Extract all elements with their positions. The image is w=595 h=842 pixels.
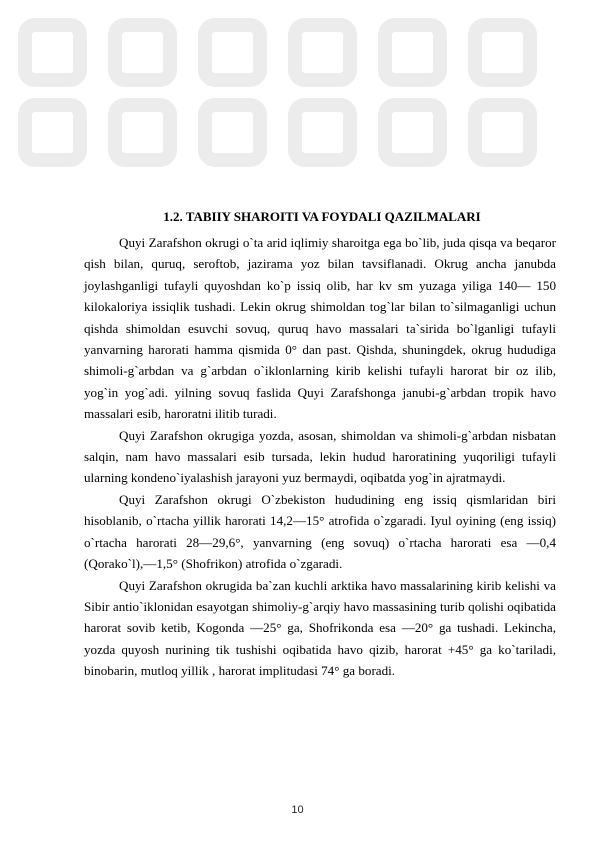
paragraph-extremes: Quyi Zarafshon okrugida ba`zan kuchli arktika havo massalarining kirib kelishi va Sibir antio`iklonidan esayotgan shimoliy-g`arqiy havo massasining turib qolishi oqibatida harorat sovib ketib, Kogonda —25° ga, Shofrikonda esa —20° ga tushadi. Lekincha, yozda quyosh nurining tik tushishi oqibatida havo qizib, harorat +45° ga ko`tariladi, binobarin, mutloq yillik , harorat implitudasi 74° ga boradi. — [84, 577, 556, 679]
document-page — [84, 208, 556, 682]
section-heading: 1.2. TABIIY SHAROITI VA FOYDALI QAZILMALARI — [163, 209, 481, 224]
paragraph-climate-overview: Quyi Zarafshon okrugi o`ta arid iqlimiy sharoitga ega bo`lib, juda qisqa va beqaror qish bilan, quruq, seroftob, jazirama yoz bilan tavsiflanadi. Okrug ancha janubda joylashganligi tufayli quyoshdan ko`p issiq olib, har kv sm yuzaga yiliga 140— 150 kilokaloriya issiqlik tushadi. Lekin okrug shimoldan tog`lar bilan to`silmaganligi uchun qishda shimoldan esuvchi sovuq, quruq havo massalari ta`sirida bo`lganligi tufayli yanvarning harorati hamma qismida 0° dan past. Qishda, shuningdek, okrug hududiga shimoli-g`arbdan va g`arbdan o`iklonlarning kirib kelishi tufayli harorat bir oz ilib, yog`in yog`adi. yilning sovuq faslida Quyi Zarafshonga janubi-g`arbdan tropik havo massalari esib, haroratni ilitib turadi. — [84, 235, 556, 422]
paragraph-summer-air-masses: Quyi Zarafshon okrugiga yozda, asosan, shimoldan va shimoli-g`arbdan nisbatan salqin, nam havo massalari esib tursada, lekin hudud haroratining yuqoriligi tufayli ularning kondeno`iyalashish jarayoni yuz bermaydi, oqibatda yog`in ajratmaydi. — [84, 427, 556, 486]
page-number: 10 — [291, 804, 304, 816]
paragraph-temperatures: Quyi Zarafshon okrugi O`zbekiston hududining eng issiq qismlaridan biri hisoblanib, o`rtacha yillik harorati 14,2—15° atrofida o`zgaradi. Iyul oyining (eng issiq) o`rtacha harorati 28—29,6°, yanvarning (eng sovuq) o`rtacha harorati esa —0,4 (Qorako`l),—1,5° (Shofrikon) atrofida o`zgaradi. — [84, 491, 556, 572]
